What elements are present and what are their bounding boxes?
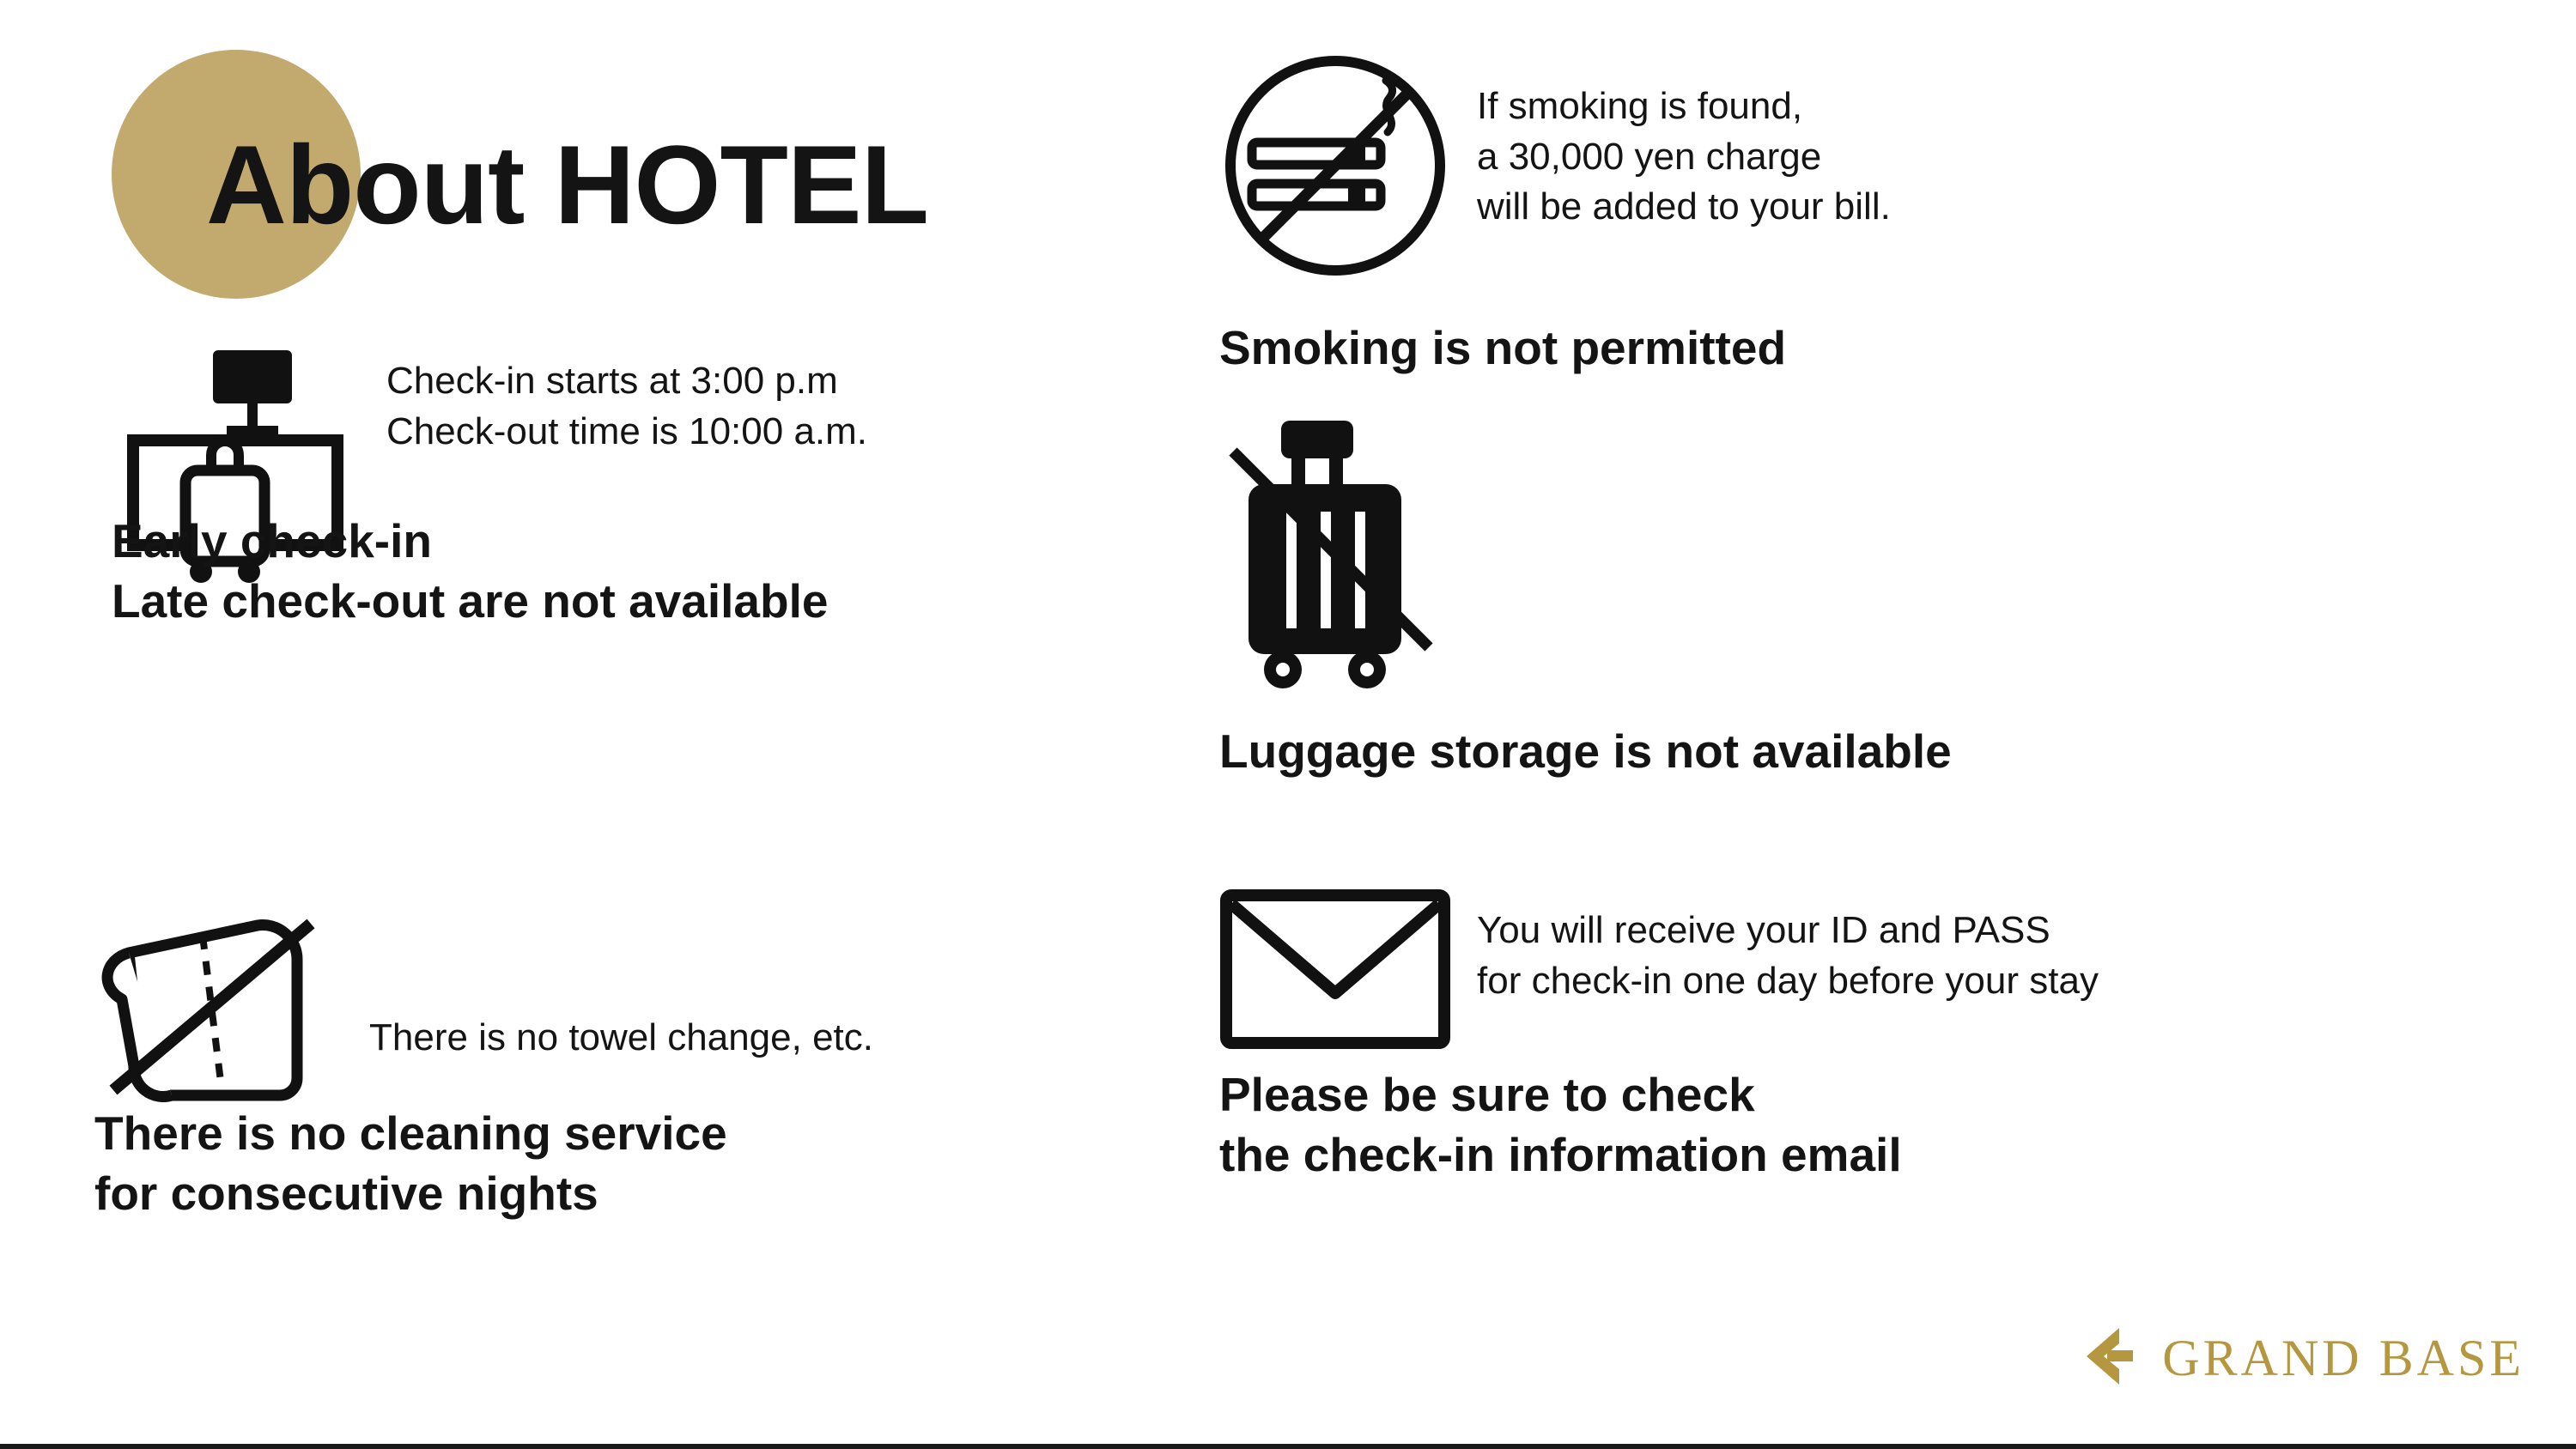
check-in-main-text bbox=[112, 511, 828, 632]
cleaning-main-line-2: for consecutive nights bbox=[94, 1167, 598, 1221]
cleaning-sub-text bbox=[369, 1013, 873, 1064]
page-title: About HOTEL bbox=[206, 122, 929, 247]
luggage-main-line-1: Luggage storage is not available bbox=[1219, 724, 1952, 778]
smoking-sub-text bbox=[1477, 82, 1891, 233]
email-sub-text bbox=[1477, 906, 2099, 1006]
email-main-line-2: the check-in information email bbox=[1219, 1128, 1902, 1182]
smoking-sub-line-3: will be added to your bill. bbox=[1477, 185, 1891, 228]
bottom-divider bbox=[0, 1444, 2576, 1449]
no-towel-change-icon bbox=[94, 901, 343, 1137]
cleaning-main-line-1: There is no cleaning service bbox=[94, 1106, 727, 1160]
smoking-sub-line-2: a 30,000 yen charge bbox=[1477, 135, 1822, 178]
email-main-line-1: Please be sure to check bbox=[1219, 1068, 1755, 1121]
email-sub-line-2: for check-in one day before your stay bbox=[1477, 959, 2099, 1002]
email-sub-line-1: You will receive your ID and PASS bbox=[1477, 909, 2050, 951]
no-luggage-storage-icon bbox=[1219, 412, 1443, 700]
check-in-sub-line-1: Check-in starts at 3:00 p.m bbox=[386, 360, 838, 402]
grand-base-logo-mark-icon bbox=[2069, 1319, 2143, 1397]
brand-logo-text: GRAND BASE bbox=[2162, 1330, 2524, 1386]
smoking-sub-line-1: If smoking is found, bbox=[1477, 85, 1803, 127]
email-main-text bbox=[1219, 1064, 1902, 1185]
check-in-main-line-2: Late check-out are not available bbox=[112, 574, 829, 628]
smoking-main-line-1: Smoking is not permitted bbox=[1219, 321, 1787, 374]
luggage-main-text bbox=[1219, 721, 1952, 781]
no-smoking-icon bbox=[1219, 50, 1451, 286]
cleaning-sub-line-1: There is no towel change, etc. bbox=[369, 1016, 873, 1058]
check-in-sub-text bbox=[386, 356, 867, 457]
smoking-main-text bbox=[1219, 318, 1786, 378]
title-block bbox=[112, 34, 1142, 247]
cleaning-main-text bbox=[94, 1103, 727, 1224]
check-in-sub-line-2: Check-out time is 10:00 a.m. bbox=[386, 409, 868, 452]
envelope-icon bbox=[1219, 888, 1451, 1056]
check-in-main-line-1: Early check-in bbox=[112, 514, 432, 567]
brand-logo bbox=[2069, 1319, 2524, 1397]
